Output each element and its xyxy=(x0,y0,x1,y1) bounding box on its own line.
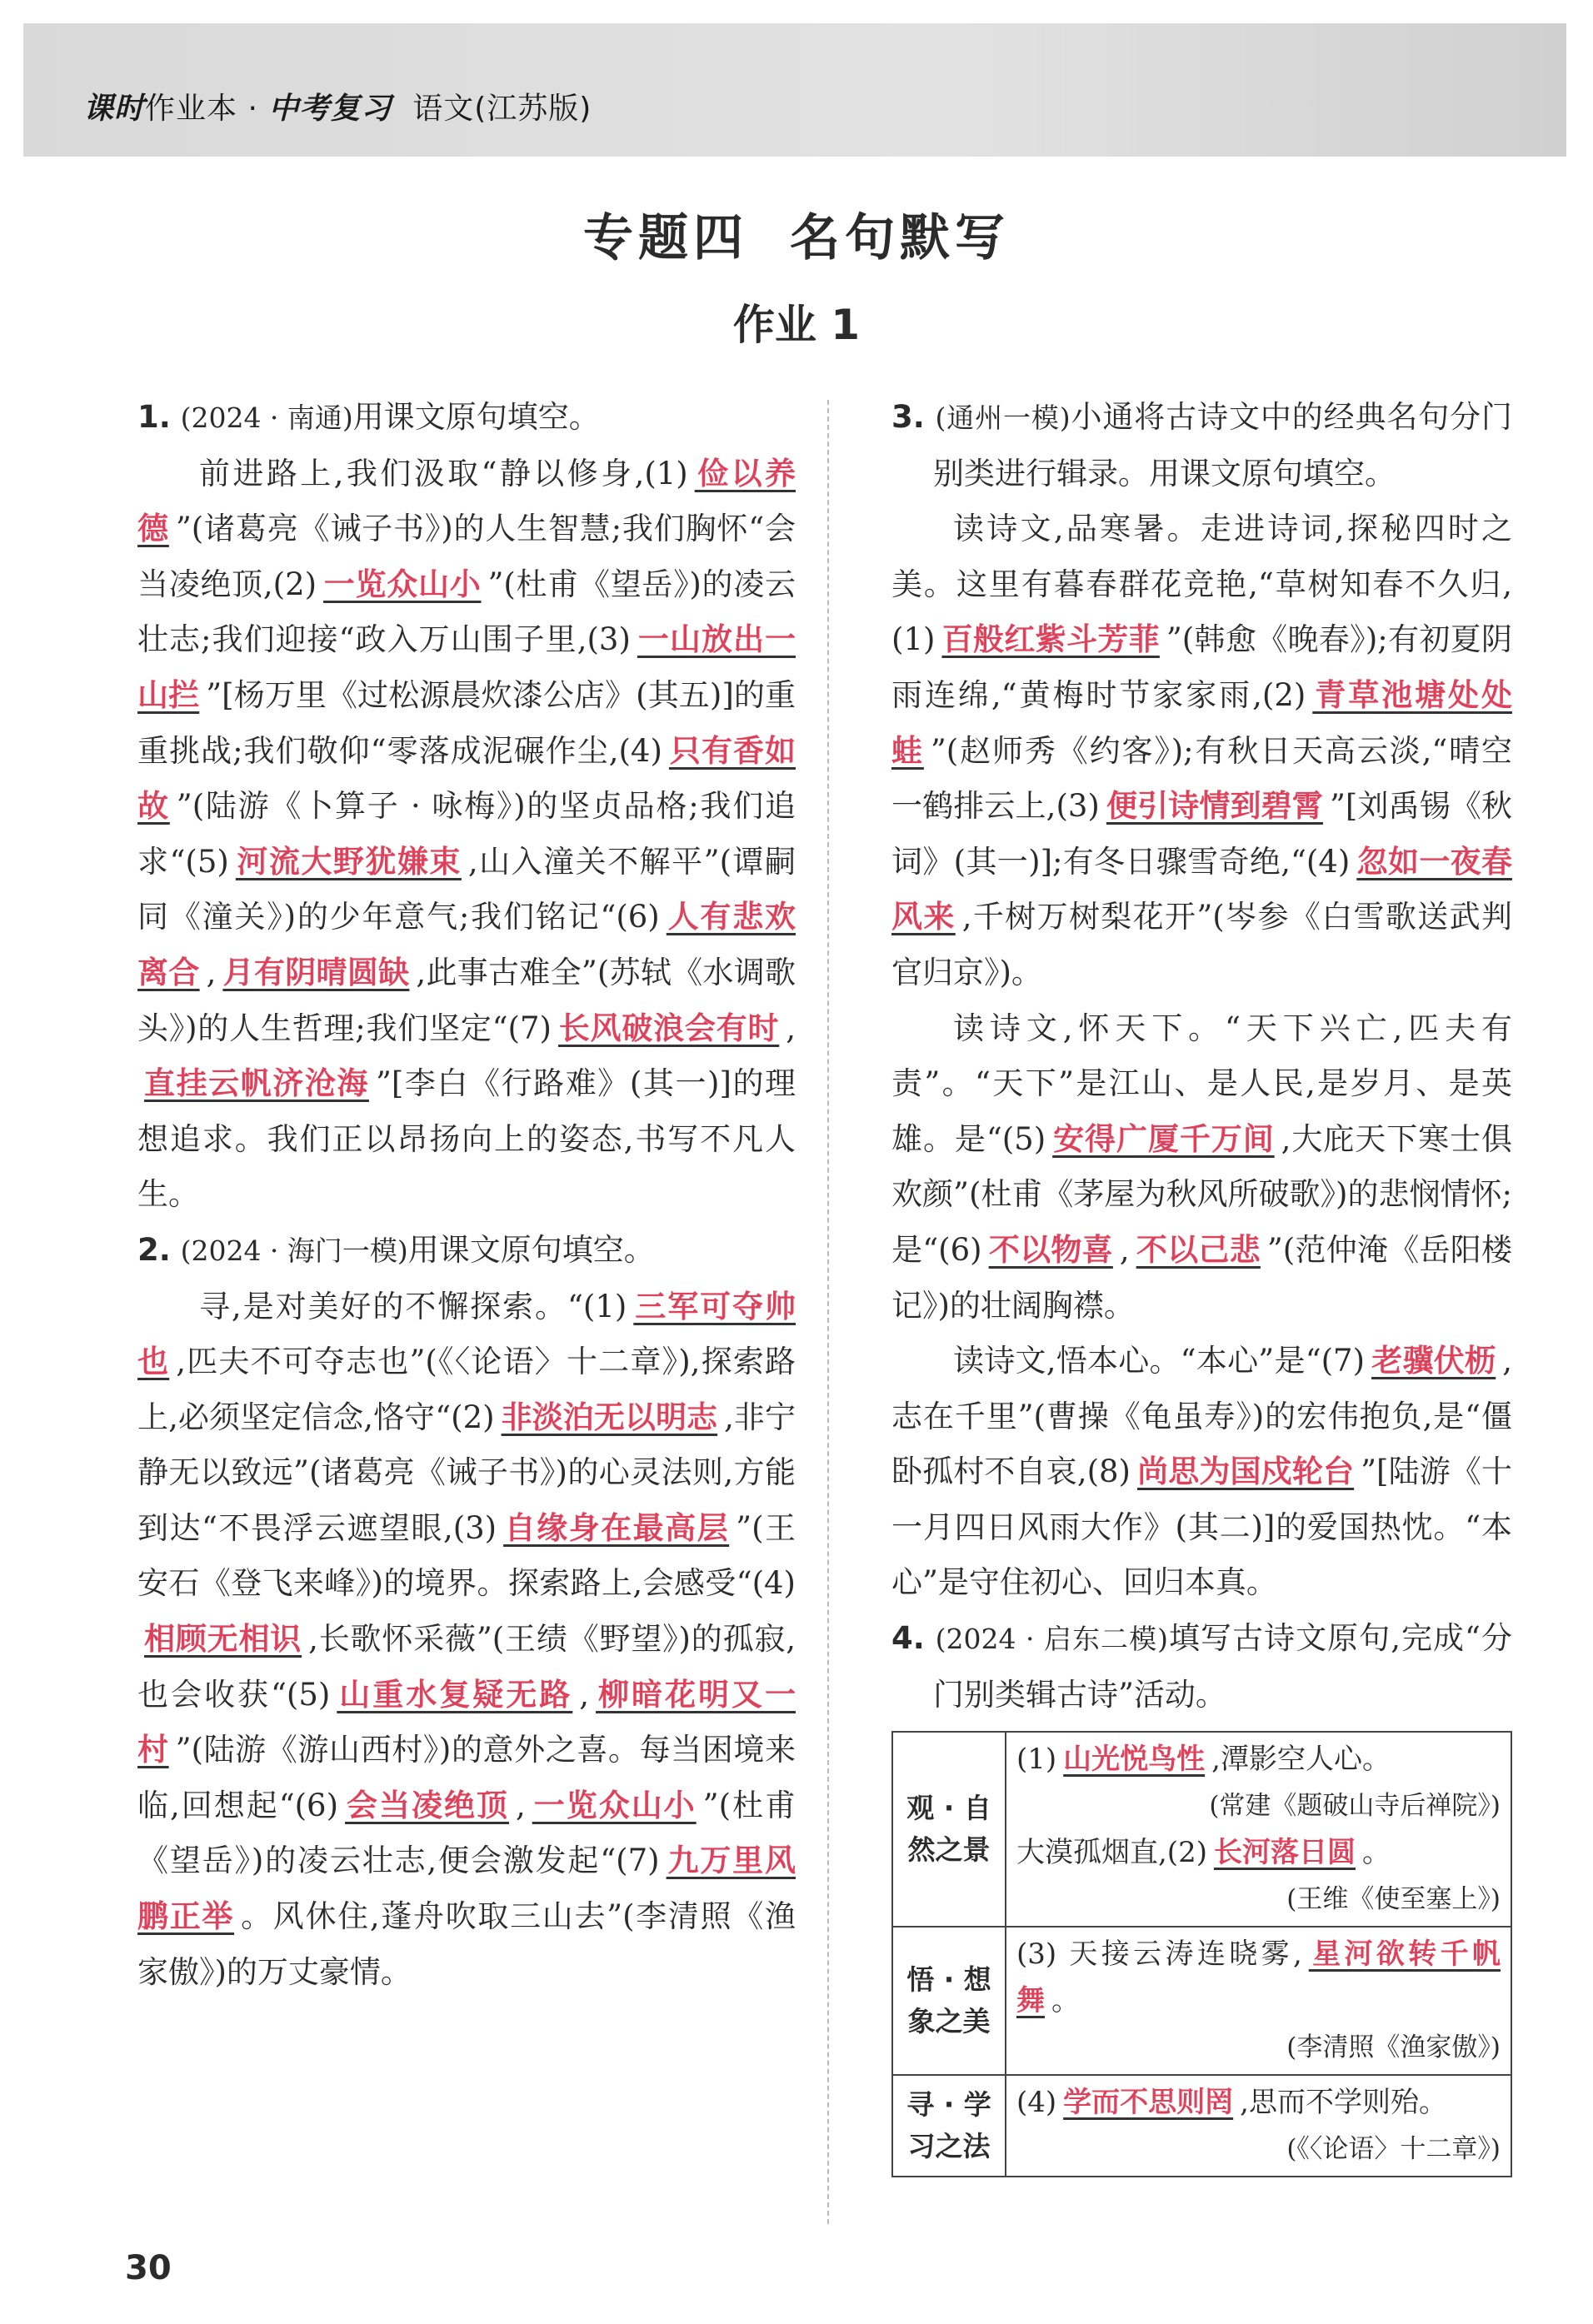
answer-blank: 尚思为国戍轮台 xyxy=(1137,1454,1355,1490)
answer-blank: 一览众山小 xyxy=(323,566,482,602)
page-number: 30 xyxy=(125,2249,172,2287)
poem-source: (李清照《渔家傲》) xyxy=(1286,2032,1501,2063)
poem-category-table xyxy=(891,1731,1512,2177)
series-bold: 中考复习 xyxy=(268,92,392,126)
poem-source: (常建《题破山寺后禅院》) xyxy=(1209,1791,1501,1822)
answer-blank: 自缘身在最高层 xyxy=(503,1509,730,1546)
answer-blank: 学而不思则罔 xyxy=(1063,2086,1234,2120)
answer-blank: 人有悲欢离合 xyxy=(137,899,796,990)
topic-name: 名句默写 xyxy=(790,209,1010,267)
answer-blank: 只有香如故 xyxy=(137,732,796,825)
question-1-body: 前进路上,我们汲取“静以修身,(1) 俭以养德 ”(诸葛亮《诫子书》)的人生智慧;我们胸怀“会当凌绝顶,(2) 一览众山小 ”(杜甫《望岳》)的凌云壮志;我们迎接“政入万山围子里,(3) 一山放出一山拦 ”[杨万里《过松源晨炊漆公店》(其五)]的重重挑战;我们敬仰“零落成泥碾作尘,(4) 只有香如故 ”(陆游《卜算子 · 咏梅》)的坚贞品格;我们追求“(5) 河流大野犹嫌束 ,山入潼关不解平”(谭嗣同《潼关》)的少年意气;我们铭记“(6) 人有悲欢离合 , 月有阴晴圆缺 ,此事古难全”(苏轼《水调歌头》)的人生哲理;我们坚定“(7) 长风破浪会有时 ,直挂云帆济沧海 ”[李白《行路难》(其一)]的理想追求。我们正以昂扬向上的姿态,书写不凡人生。 xyxy=(137,455,796,1213)
poem-source: (王维《使至塞上》) xyxy=(1286,1884,1501,1915)
category-cell: 观 · 自然之景 xyxy=(892,1732,1006,1927)
question-4-heading xyxy=(891,1611,1512,1723)
question-3-heading xyxy=(891,390,1513,501)
answer-blank: 河流大野犹嫌束 xyxy=(235,843,462,880)
question-source: (通州一模) xyxy=(935,401,1071,434)
question-prompt: 填写古诗文原句,完成“分门别类辑古诗”活动。 xyxy=(933,1620,1512,1713)
content-cell: (4) 学而不思则罔 ,思而不学则殆。 (《〈论语〉十二章》) xyxy=(1006,2075,1511,2177)
answer-blank: 俭以养德 xyxy=(137,455,796,547)
answer-blank: 不以己悲 xyxy=(1136,1231,1261,1268)
question-source: (2024 · 海门一模) xyxy=(180,1234,408,1267)
question-prompt: 用课文原句填空。 xyxy=(407,1231,655,1268)
answer-blank: 长风破浪会有时 xyxy=(557,1010,780,1046)
question-3-para-2: 读诗文,怀天下。“天下兴亡,匹夫有责”。“天下”是江山、是人民,是岁月、是英雄。是“(5) 安得广厦千万间 ,大庇天下寒士俱欢颜”(杜甫《茅屋为秋风所破歌》)的悲悯情怀;是“(6) 不以物喜 , 不以己悲 ”(范仲淹《岳阳楼记》)的壮阔胸襟。 xyxy=(891,1010,1513,1324)
question-2-heading xyxy=(137,1223,796,1279)
answer-blank: 便引诗情到碧霄 xyxy=(1106,788,1323,825)
answer-blank: 一山放出一山拦 xyxy=(137,621,796,713)
left-column xyxy=(137,390,796,2000)
question-source: (2024 · 启东二模) xyxy=(935,1623,1168,1656)
question-prompt: 小通将古诗文中的经典名句分门别类进行辑录。用课文原句填空。 xyxy=(933,399,1513,491)
series-mid: 作业本 · xyxy=(145,92,269,126)
answer-blank: 不以物喜 xyxy=(988,1231,1113,1268)
table-row xyxy=(892,1732,1511,1927)
category-cell: 悟 · 想象之美 xyxy=(892,1927,1006,2075)
poem-source: (《〈论语〉十二章》) xyxy=(1286,2134,1501,2165)
answer-blank: 山重水复疑无路 xyxy=(337,1676,573,1713)
answer-blank: 直挂云帆济沧海 xyxy=(144,1065,369,1102)
question-number: 1. xyxy=(137,399,171,435)
question-number: 3. xyxy=(891,399,925,435)
book-series-title xyxy=(83,85,592,127)
right-column xyxy=(891,390,1512,2177)
answer-blank: 百般红紫斗芳菲 xyxy=(941,621,1160,658)
answer-blank: 安得广厦千万间 xyxy=(1052,1120,1275,1157)
answer-blank: 会当凌绝顶 xyxy=(345,1787,509,1823)
answer-blank: 星河欲转千帆舞 xyxy=(1016,1937,1501,2018)
question-number: 4. xyxy=(891,1620,925,1657)
question-3-para-1: 读诗文,品寒暑。走进诗词,探秘四时之美。这里有暮春群花竞艳,“草树知春不久归,(1) 百般红紫斗芳菲 ”(韩愈《晚春》);有初夏阴雨连绵,“黄梅时节家家雨,(2) 青草池塘处处蛙 ”(赵师秀《约客》);有秋日天高云淡,“晴空一鹤排云上,(3) 便引诗情到碧霄 ”[刘禹锡《秋词》(其一)];有冬日骤雪奇绝,“(4) 忽如一夜春风来 ,千树万树梨花开”(岑参《白雪歌送武判官归京》)。 xyxy=(891,511,1513,990)
question-source: (2024 · 南通) xyxy=(180,401,353,434)
table-row xyxy=(892,1927,1511,2075)
answer-blank: 一览众山小 xyxy=(532,1787,697,1823)
content-cell: (3) 天接云涛连晓雾, 星河欲转千帆舞 。 (李清照《渔家傲》) xyxy=(1006,1927,1511,2075)
answer-blank: 三军可夺帅也 xyxy=(137,1288,796,1380)
question-prompt: 用课文原句填空。 xyxy=(352,399,600,435)
question-2-body: 寻,是对美好的不懈探索。“(1) 三军可夺帅也 ,匹夫不可夺志也”(《〈论语〉十二章》),探索路上,必须坚定信念,恪守“(2) 非淡泊无以明志 ,非宁静无以致远”(诸葛亮《诫子书》)的心灵法则,方能到达“不畏浮云遮望眼,(3) 自缘身在最高层 ”(王安石《登飞来峰》)的境界。探索路上,会感受“(4)相顾无相识 ,长歌怀采薇”(王绩《野望》)的孤寂,也会收获“(5) 山重水复疑无路 , 柳暗花明又一村 ”(陆游《游山西村》)的意外之喜。每当困境来临,回想起“(6) 会当凌绝顶 , 一览众山小 ”(杜甫《望岳》)的凌云壮志,便会激发起“(7) 九万里风鹏正举 。风休住,蓬舟吹取三山去”(李清照《渔家傲》)的万丈豪情。 xyxy=(137,1288,796,1990)
question-1-heading xyxy=(137,390,796,446)
answer-blank: 老骥伏枥 xyxy=(1371,1343,1496,1379)
answer-blank: 忽如一夜春风来 xyxy=(891,843,1513,935)
content-cell: (1) 山光悦鸟性 ,潭影空人心。 (常建《题破山寺后禅院》) 大漠孤烟直,(2) 长河落日圆 。 (王维《使至塞上》) xyxy=(1006,1732,1511,1927)
subject-label: 语文(江苏版) xyxy=(412,92,592,126)
answer-blank: 九万里风鹏正举 xyxy=(137,1843,796,1935)
answer-blank: 青草池塘处处蛙 xyxy=(891,676,1512,769)
answer-blank: 长河落日圆 xyxy=(1213,1836,1356,1870)
question-number: 2. xyxy=(137,1231,171,1268)
homework-title: 作业 1 xyxy=(732,301,861,349)
question-3-para-3: 读诗文,悟本心。“本心”是“(7) 老骥伏枥 ,志在千里”(曹操《龟虽寿》)的宏伟抱负,是“僵卧孤村不自哀,(8) 尚思为国戍轮台 ”[陆游《十一月四日风雨大作》(其二)]的爱国热忱。“本心”是守住初心、回归本真。 xyxy=(891,1343,1513,1601)
category-cell: 寻 · 学习之法 xyxy=(892,2075,1006,2177)
table-row xyxy=(892,2075,1511,2177)
answer-blank: 山光悦鸟性 xyxy=(1063,1743,1206,1777)
topic-title xyxy=(0,198,1593,270)
answer-blank: 月有阴晴圆缺 xyxy=(222,954,410,990)
answer-blank: 非淡泊无以明志 xyxy=(501,1399,718,1435)
answer-blank: 相顾无相识 xyxy=(144,1621,302,1658)
answer-blank: 柳暗花明又一村 xyxy=(137,1676,796,1768)
topic-number: 专题四 xyxy=(583,209,748,267)
column-divider xyxy=(827,400,829,2224)
series-prefix: 课时 xyxy=(83,92,146,126)
